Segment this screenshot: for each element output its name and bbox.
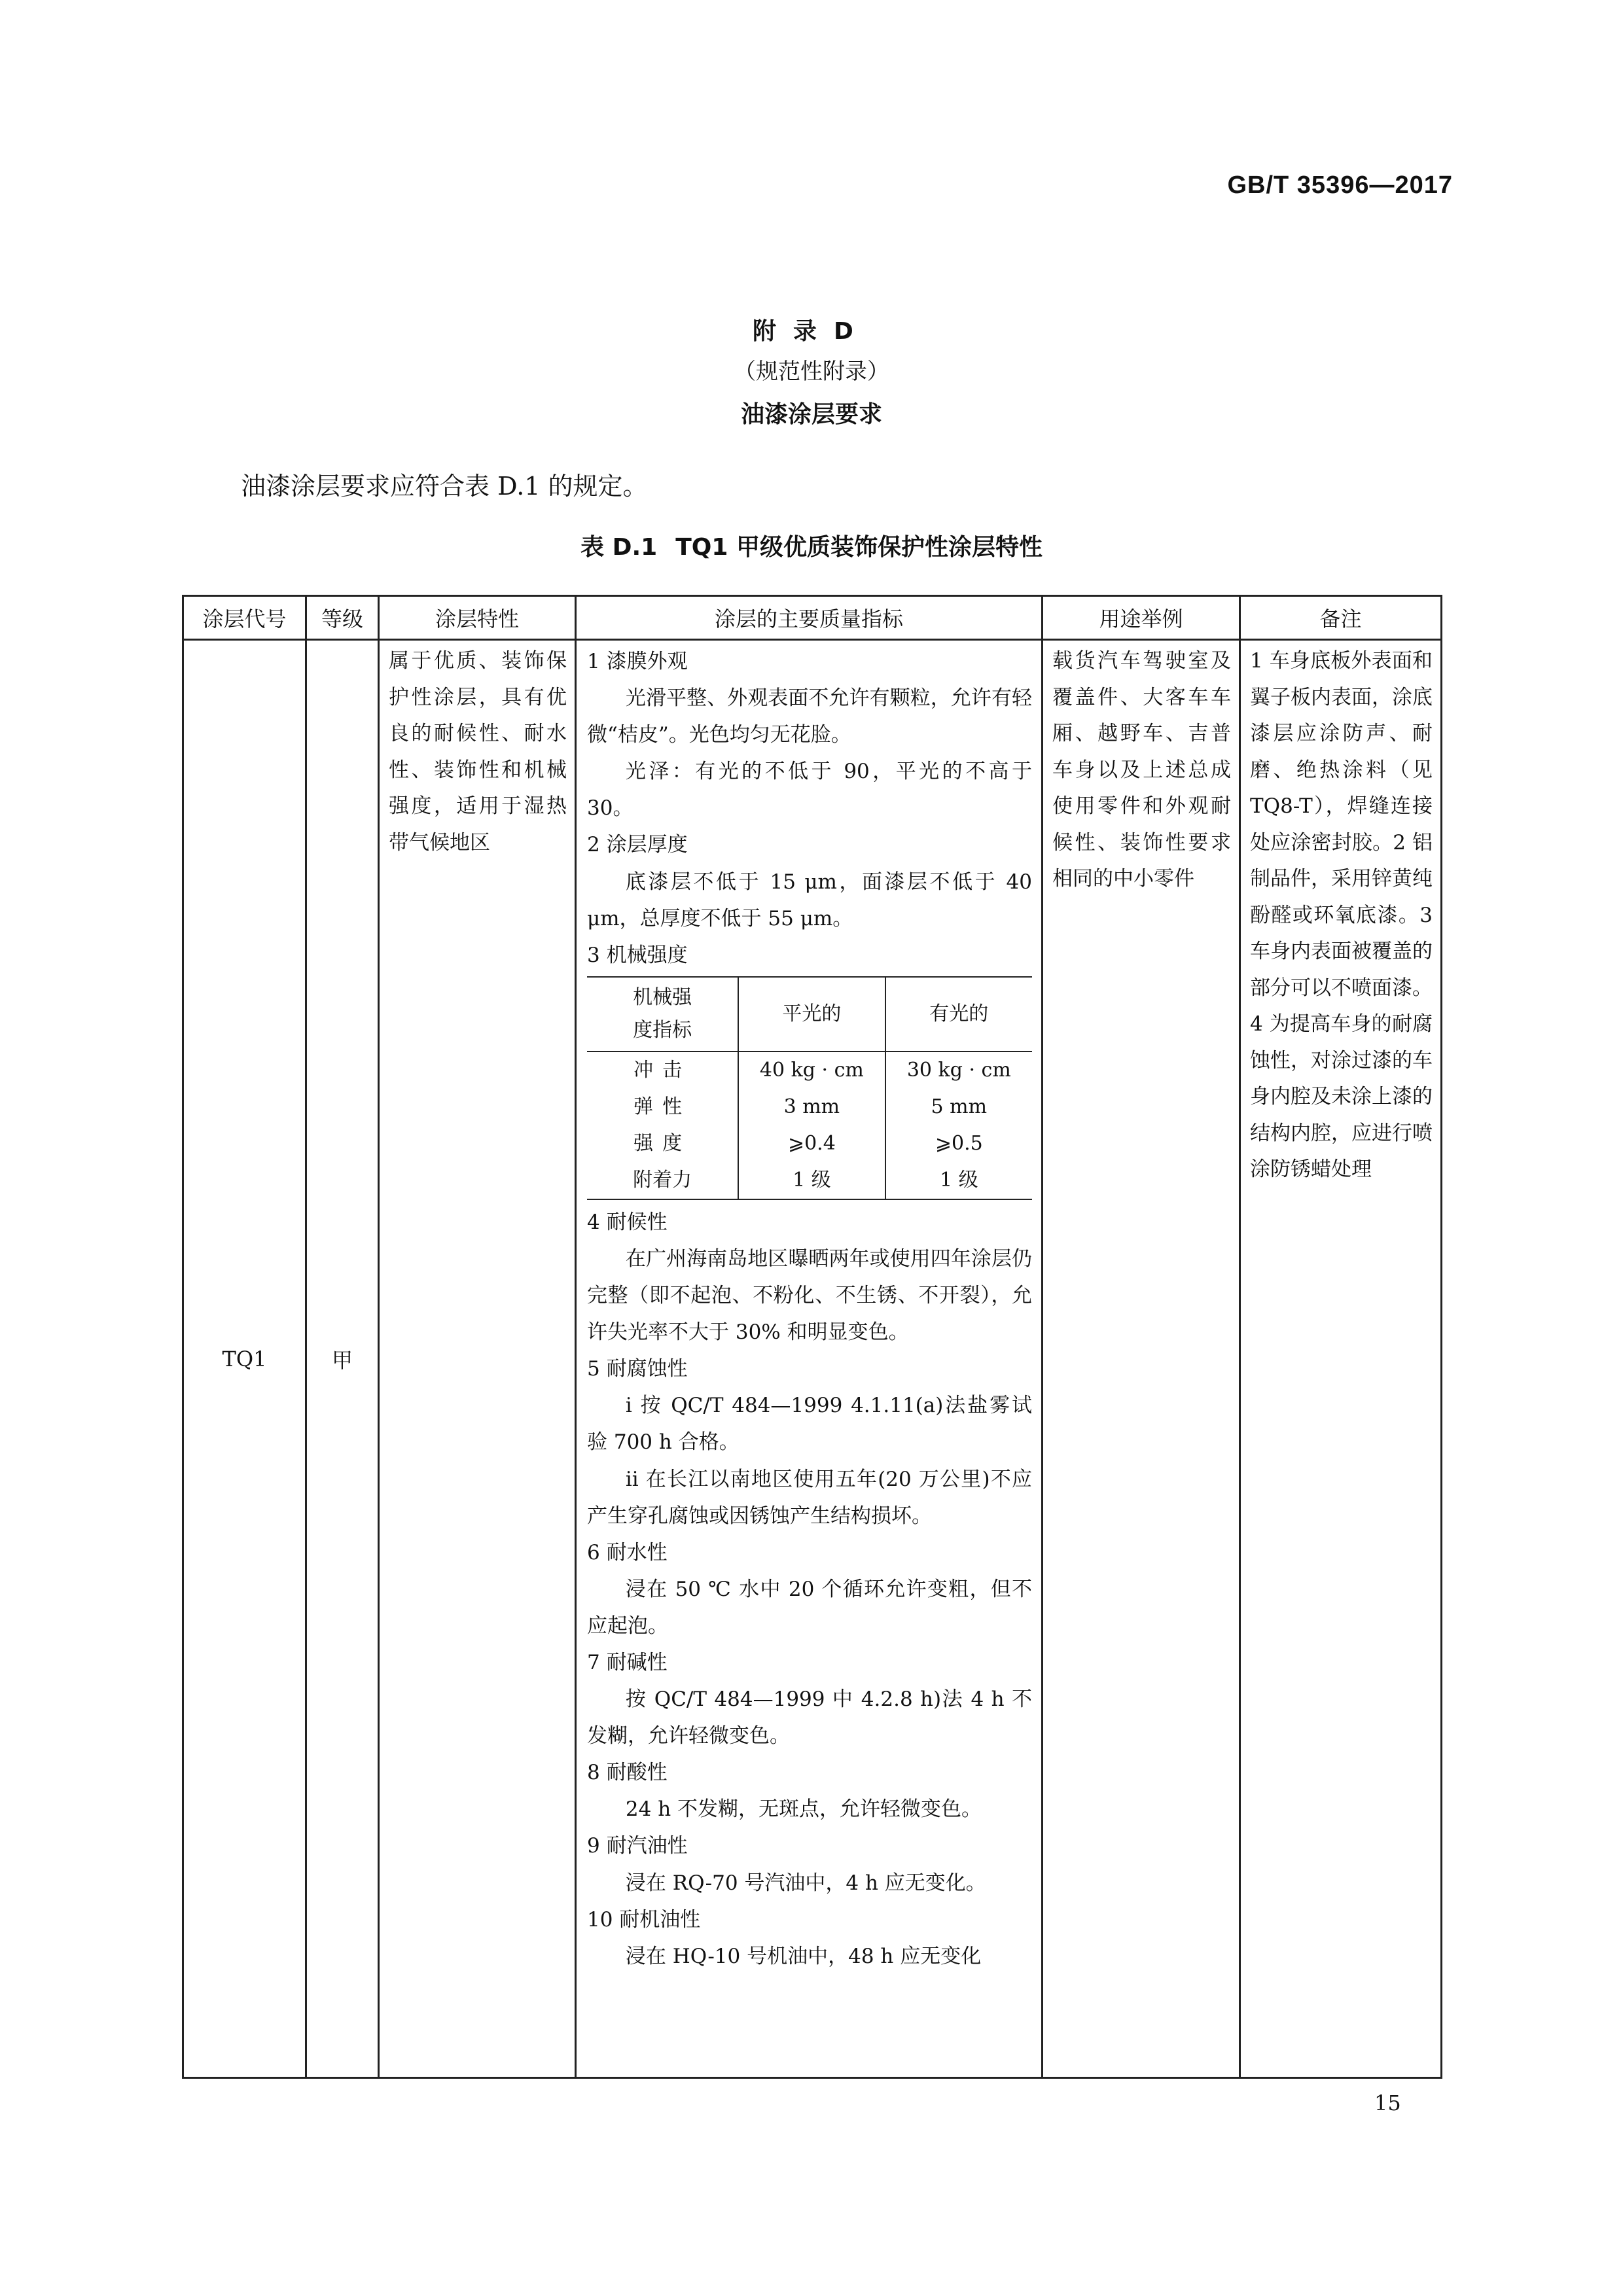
grade-cell: 甲 xyxy=(306,640,379,2078)
mech-row-gloss: 30 kg · cm xyxy=(885,1051,1032,1089)
table-number: 表 D.1 xyxy=(580,534,658,561)
indicators-cell xyxy=(576,640,1043,2078)
indicator-text: ii 在长江以南地区使用五年(20 万公里)不应产生穿孔腐蚀或因锈蚀产生结构损坏。 xyxy=(587,1467,1032,1528)
indicator-text: 浸在 HQ-10 号机油中，48 h 应无变化 xyxy=(625,1944,982,1968)
header-quality-indicators: 涂层的主要质量指标 xyxy=(576,596,1043,640)
header-characteristics: 涂层特性 xyxy=(379,596,576,640)
table-caption xyxy=(0,529,1623,562)
mech-row xyxy=(587,1162,1032,1199)
coating-code-cell: TQ1 xyxy=(183,640,306,2078)
characteristics-cell xyxy=(379,640,576,2078)
mech-row-gloss: 5 mm xyxy=(885,1089,1032,1125)
appendix-subject: 油漆涂层要求 xyxy=(740,401,882,428)
mech-header-matte: 平光的 xyxy=(738,977,885,1051)
header-coating-code: 涂层代号 xyxy=(183,596,306,640)
mech-row-gloss: ⩾0.5 xyxy=(885,1125,1032,1162)
usage-cell xyxy=(1043,640,1240,2078)
appendix-type: （规范性附录） xyxy=(734,359,889,385)
table-row xyxy=(183,640,1442,2078)
indicator-text: 浸在 50 ℃ 水中 20 个循环允许变粗，但不应起泡。 xyxy=(587,1577,1032,1638)
mech-header-gloss: 有光的 xyxy=(885,977,1032,1051)
mechanical-strength-table xyxy=(587,976,1032,1200)
indicator-heading: 6 耐水性 xyxy=(587,1540,668,1564)
mech-row xyxy=(587,1089,1032,1125)
indicator-heading: 5 耐腐蚀性 xyxy=(587,1357,688,1381)
mech-header-indicator: 机械强 度指标 xyxy=(587,977,738,1051)
appendix-title: 附录D xyxy=(753,318,870,345)
usage-text: 载货汽车驾驶室及覆盖件、大客车车厢、越野车、吉普车身以及上述总成使用零件和外观耐候性、装饰性要求相同的中小零件 xyxy=(1052,649,1231,891)
standard-code: GB/T 35396—2017 xyxy=(1227,171,1453,199)
intro-paragraph: 油漆涂层要求应符合表 D.1 的规定。 xyxy=(241,472,648,501)
mech-row-name: 附着力 xyxy=(587,1162,738,1199)
indicator-text: 24 h 不发糊，无斑点，允许轻微变色。 xyxy=(625,1797,982,1822)
indicator-heading: 8 耐酸性 xyxy=(587,1761,668,1785)
mech-row-name: 弹性 xyxy=(633,1095,692,1118)
indicator-heading: 2 涂层厚度 xyxy=(587,833,688,857)
characteristics-text: 属于优质、装饰保护性涂层，具有优良的耐候性、耐水性、装饰性和机械强度，适用于湿热带气候地区 xyxy=(389,649,567,855)
mech-row-matte: 3 mm xyxy=(738,1089,885,1125)
indicator-heading: 3 机械强度 xyxy=(587,943,688,967)
mech-header-row xyxy=(587,977,1032,1051)
header-remarks: 备注 xyxy=(1240,596,1442,640)
indicator-text: 光滑平整、外观表面不允许有颗粒，允许有轻微“桔皮”。光色均匀无花脸。 xyxy=(587,686,1032,747)
indicator-heading: 4 耐候性 xyxy=(587,1210,668,1234)
header-grade: 等级 xyxy=(306,596,379,640)
indicator-heading: 9 耐汽油性 xyxy=(587,1834,688,1858)
indicator-text: 按 QC/T 484—1999 中 4.2.8 h)法 4 h 不发糊，允许轻微变色。 xyxy=(587,1687,1032,1748)
indicator-heading: 10 耐机油性 xyxy=(587,1907,701,1932)
indicator-text: 浸在 RQ-70 号汽油中，4 h 应无变化。 xyxy=(625,1871,986,1895)
indicator-text: 在广州海南岛地区曝晒两年或使用四年涂层仍完整（即不起泡、不粉化、不生锈、不开裂），允许失光率不大于 30% 和明显变色。 xyxy=(587,1246,1032,1345)
page-number: 15 xyxy=(1374,2091,1401,2115)
mech-row-name: 冲击 xyxy=(633,1058,692,1082)
table-title: TQ1 甲级优质装饰保护性涂层特性 xyxy=(675,534,1043,561)
indicator-text: i 按 QC/T 484—1999 4.1.11(a)法盐雾试验 700 h 合格。 xyxy=(587,1394,1032,1455)
mech-row-name: 强度 xyxy=(633,1131,692,1155)
mech-row-matte: 1 级 xyxy=(738,1162,885,1199)
remarks-cell xyxy=(1240,640,1442,2078)
indicator-text: 光泽：有光的不低于 90，平光的不高于 30。 xyxy=(587,760,1032,821)
table-header-row xyxy=(183,596,1442,640)
indicator-heading: 1 漆膜外观 xyxy=(587,650,688,673)
mech-row xyxy=(587,1051,1032,1089)
mech-row-matte: ⩾0.4 xyxy=(738,1125,885,1162)
coating-requirements-table xyxy=(182,595,1442,2079)
mech-row-matte: 40 kg · cm xyxy=(738,1051,885,1089)
indicator-text: 底漆层不低于 15 μm，面漆层不低于 40 μm，总厚度不低于 55 μm。 xyxy=(587,870,1032,930)
mech-row-gloss: 1 级 xyxy=(885,1162,1032,1199)
mech-row xyxy=(587,1125,1032,1162)
header-usage-examples: 用途举例 xyxy=(1043,596,1240,640)
remarks-text: 1 车身底板外表面和翼子板内表面，涂底漆层应涂防声、耐磨、绝热涂料（见 TQ8-T），焊缝连接处应涂密封胶。2 铝制品件，采用锌黄纯酚醛或环氧底漆。3 车身内表面被覆盖的部分可以不喷面漆。4 为提高车身的耐腐蚀性，对涂过漆的车身内腔及未涂上漆的结构内腔，应进行喷涂防锈蜡处理 xyxy=(1250,649,1433,1181)
indicator-heading: 7 耐碱性 xyxy=(587,1650,668,1674)
